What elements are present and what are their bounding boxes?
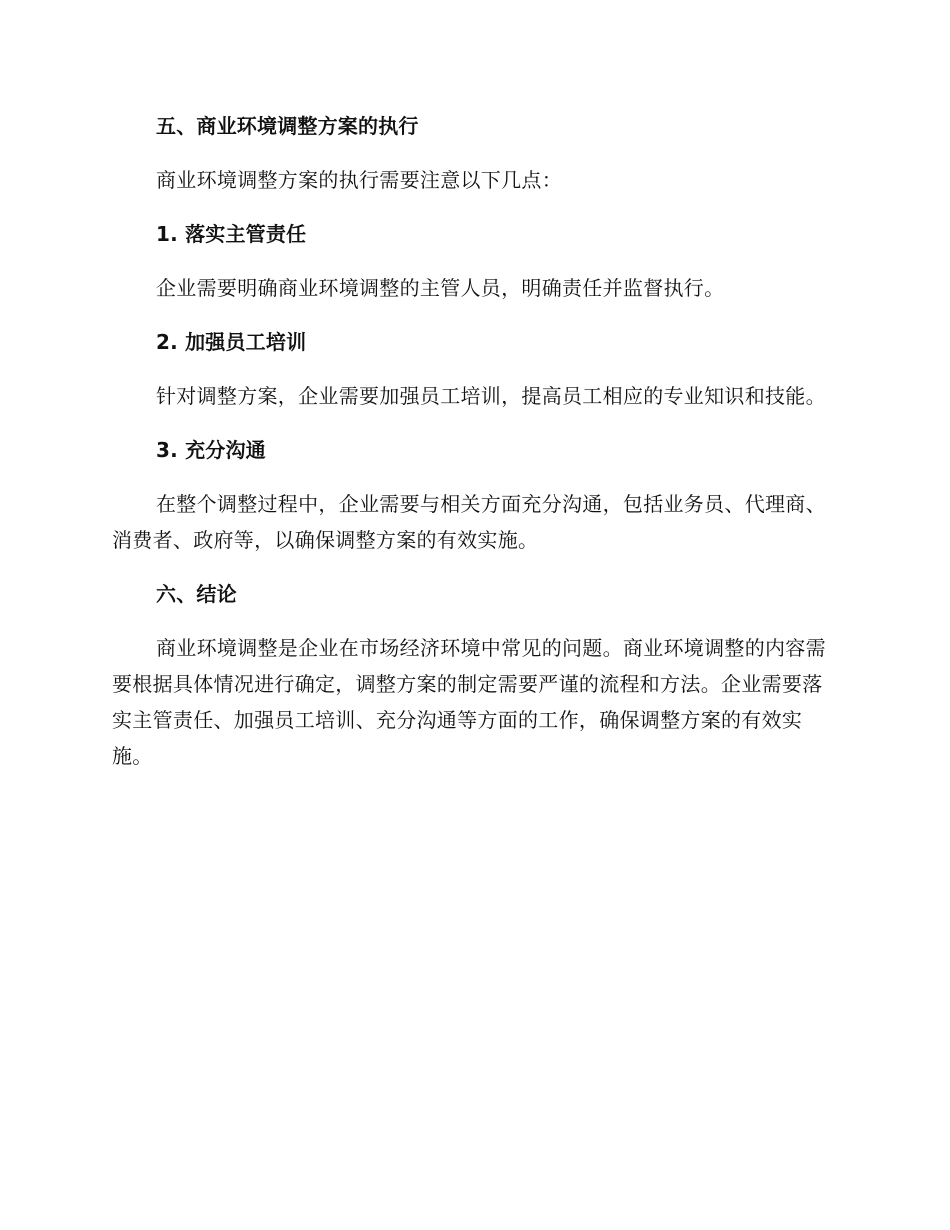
item-1-heading: 1. 落实主管责任 [156,222,307,246]
item-2-heading: 2. 加强员工培训 [156,330,307,354]
item-3-text: 在整个调整过程中，企业需要与相关方面充分沟通，包括业务员、代理商、消费者、政府等，以确保调整方案的有效实施。 [112,492,826,552]
item-3-heading: 3. 充分沟通 [156,438,266,462]
section-5-intro: 商业环境调整方案的执行需要注意以下几点： [156,168,562,192]
section-5-title: 五、商业环境调整方案的执行 [156,114,419,138]
item-1-text: 企业需要明确商业环境调整的主管人员，明确责任并监督执行。 [156,276,725,300]
section-6-title: 六、结论 [156,582,237,606]
section-6-text: 商业环境调整是企业在市场经济环境中常见的问题。商业环境调整的内容需要根据具体情况进行确定，调整方案的制定需要严谨的流程和方法。企业需要落实主管责任、加强员工培训、充分沟通等方面的工作，确保调整方案的有效实施。 [112,636,826,768]
document-page [112,108,832,774]
item-2-text: 针对调整方案，企业需要加强员工培训，提高员工相应的专业知识和技能。 [156,384,826,408]
